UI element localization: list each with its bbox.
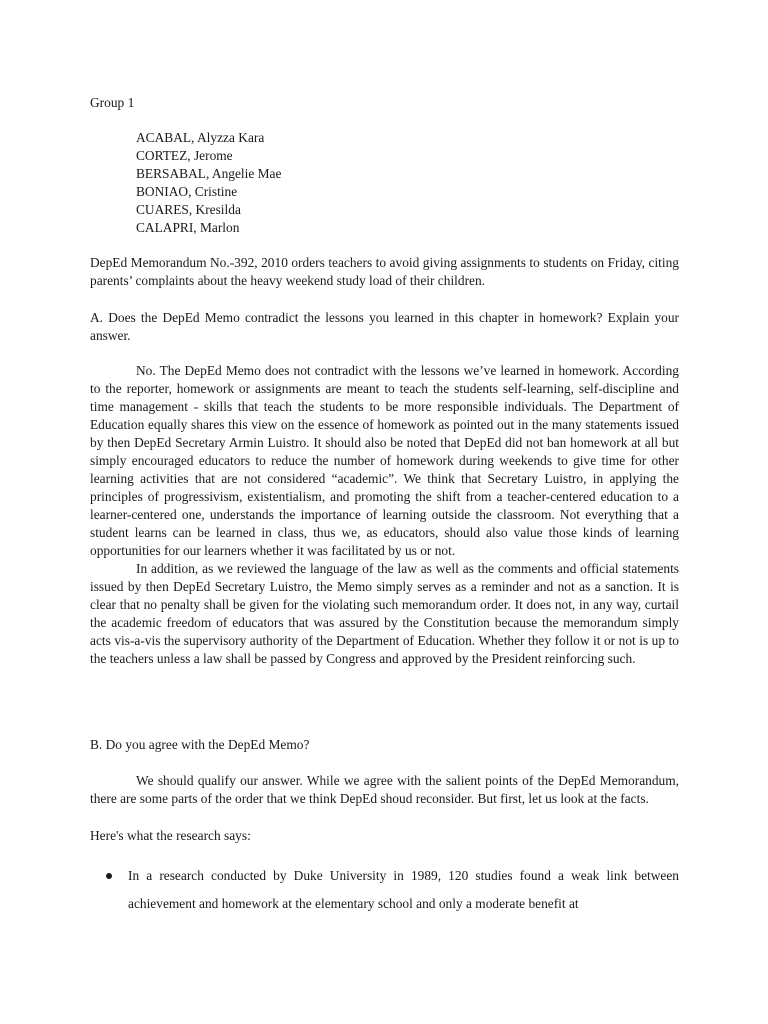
answer-b: We should qualify our answer. While we agree with the salient points of the DepEd Memorandum, there are some parts of the order that we think DepEd shoud reconsider. But first, let us look at the facts. <box>90 773 679 806</box>
question-a: A. Does the DepEd Memo contradict the lessons you learned in this chapter in homework? Explain your answer. <box>90 310 679 343</box>
answer-a <box>90 362 679 668</box>
research-bullet-list <box>90 862 679 918</box>
member-name: BERSABAL, Angelie Mae <box>136 166 282 181</box>
answer-a-paragraph: In addition, as we reviewed the language of the law as well as the comments and official statements issued by then DepEd Secretary Luistro, the Memo simply serves as a reminder and not as a sanction. It is clear that no penalty shall be given for the violating such memorandum order. It does not, in any way, curtail the academic freedom of educators that was assured by the Constitution because the memorandum simply acts vis-a-vis the supervisory authority of the Department of Education. Whether they follow it or not is up to the teachers unless a law shall be passed by Congress and approved by the President reinforcing such. <box>90 561 679 666</box>
member-list <box>136 129 281 237</box>
question-b: B. Do you agree with the DepEd Memo? <box>90 737 310 752</box>
research-bullet-text: In a research conducted by Duke University in 1989, 120 studies found a weak link between achievement and homework at the elementary school and only a moderate benefit at <box>128 868 679 911</box>
member-name: ACABAL, Alyzza Kara <box>136 130 265 145</box>
research-bullet <box>90 862 679 918</box>
answer-a-paragraph: No. The DepEd Memo does not contradict with the lessons we’ve learned in homework. According to the reporter, homework or assignments are meant to teach the students self-learning, self-discipline and time management - skills that teach the students to be more responsible individuals. The Department of Education equally shares this view on the essence of homework as pointed out in the many statements issued by then DepEd Secretary Armin Luistro. It should also be noted that DepEd did not ban homework at all but simply encouraged educators to reduce the number of homework during weekends to give time for other learning activities that are not considered “academic”. We think that Secretary Luistro, in applying the principles of progressivism, existentialism, and promoting the shift from a teacher-centered education to a learner-centered one, understands the importance of learning outside the classroom. Not everything that a student learns can be learned in class, thus we, as educators, should also value those kinds of learning opportunities for our learners whether it was facilitated by us or not. <box>90 363 679 558</box>
member-name: BONIAO, Cristine <box>136 184 238 199</box>
research-heading: Here's what the research says: <box>90 828 251 843</box>
member-name: CUARES, Kresilda <box>136 202 241 217</box>
bullet-icon <box>106 873 112 879</box>
member-name: CORTEZ, Jerome <box>136 148 233 163</box>
group-title: Group 1 <box>90 95 135 110</box>
member-name: CALAPRI, Marlon <box>136 220 240 235</box>
intro-paragraph: DepEd Memorandum No.-392, 2010 orders teachers to avoid giving assignments to students on Friday, citing parents’ complaints about the heavy weekend study load of their children. <box>90 255 679 288</box>
